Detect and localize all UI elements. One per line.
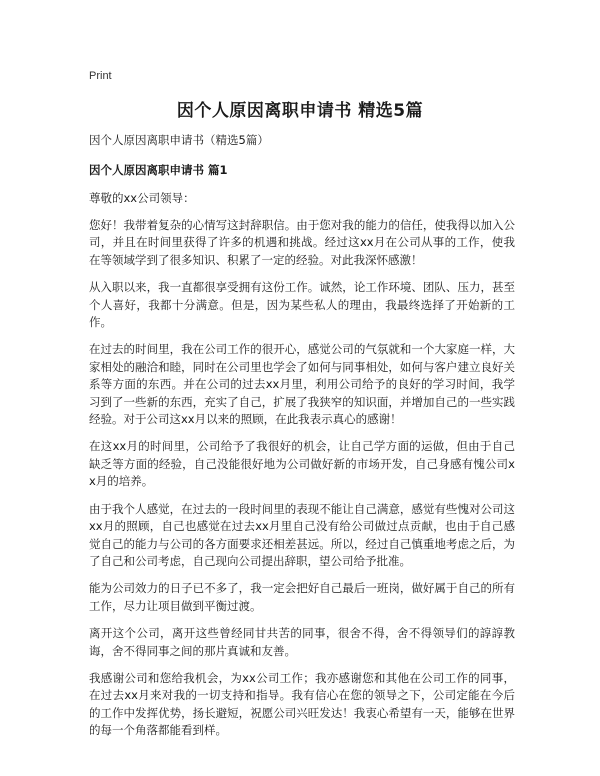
paragraph: 从入职以来，我一直都很享受拥有这份工作。诚然，论工作环境、团队、压力，甚至个人喜好，我都十分满意。但是，因为某些私人的理由，我最终选择了开始新的工作。 [89,280,515,330]
print-label[interactable]: Print [89,70,112,82]
paragraph: 由于我个人感觉，在过去的一段时间里的表现不能让自己满意，感觉有些愧对公司这xx月的照顾，自己也感觉在过去xx月里自己没有给公司做过点贡献，也由于自己感觉自己的能力与公司的各方面要求还相差甚远。所以，经过自己慎重地考虑之后，为了自己和公司考虑，自己现向公司提出辞职，望公司给予批准。 [89,501,515,568]
section-heading: 因个人原因离职申请书 篇1 [89,163,228,177]
paragraph: 离开这个公司，离开这些曾经同甘共苦的同事，很舍不得，舍不得领导们的諄諄教诲，舍不得同事之间的那片真诚和友善。 [89,626,515,658]
paragraph: 能为公司效力的日子已不多了，我一定会把好自己最后一班岗，做好属于自己的所有工作，尽力让项目做到平衡过渡。 [89,581,515,613]
paragraph: 您好！我带着复杂的心情写这封辞职信。由于您对我的能力的信任，使我得以加入公司，并且在时间里获得了许多的机遇和挑战。经过这xx月在公司从事的工作，使我在等领域学到了很多知识、积累了一定的经验。对此我深怀感激！ [89,218,515,267]
page-title: 因个人原因离职申请书 精选5篇 [176,101,424,121]
letter-greeting: 尊敬的xx公司领导： [89,191,195,205]
document-body [89,132,515,750]
document-subtitle: 因个人原因离职申请书（精选5篇） [89,133,269,147]
paragraph: 在过去的时间里，我在公司工作的很开心，感觉公司的气氛就和一个大家庭一样，大家相处的融洽和睦，同时在公司里也学会了如何与同事相处，如何与客户建立良好关系等方面的东西。并在公司的过去xx月里，利用公司给予的良好的学习时间，我学习到了一些新的东西，充实了自己，扩展了我狭窄的知识面，并增加自己的一些实践经验。对于公司这xx月以来的照顾，在此我表示真心的感谢！ [89,342,515,427]
paragraph: 在这xx月的时间里，公司给予了我很好的机会，让自己学方面的运做，但由于自己缺乏等方面的经验，自己没能很好地为公司做好新的市场开发，自己身感有愧公司xx月的培养。 [89,439,515,489]
paragraph: 我感谢公司和您给我机会，为xx公司工作；我亦感谢您和其他在公司工作的同事，在过去xx月来对我的一切支持和指导。我有信心在您的领导之下，公司定能在今后的工作中发挥优势，扬长避短，祝愿公司兴旺发达！我衷心希望有一天，能够在世界的每一个角落都能看到样。 [89,670,515,738]
